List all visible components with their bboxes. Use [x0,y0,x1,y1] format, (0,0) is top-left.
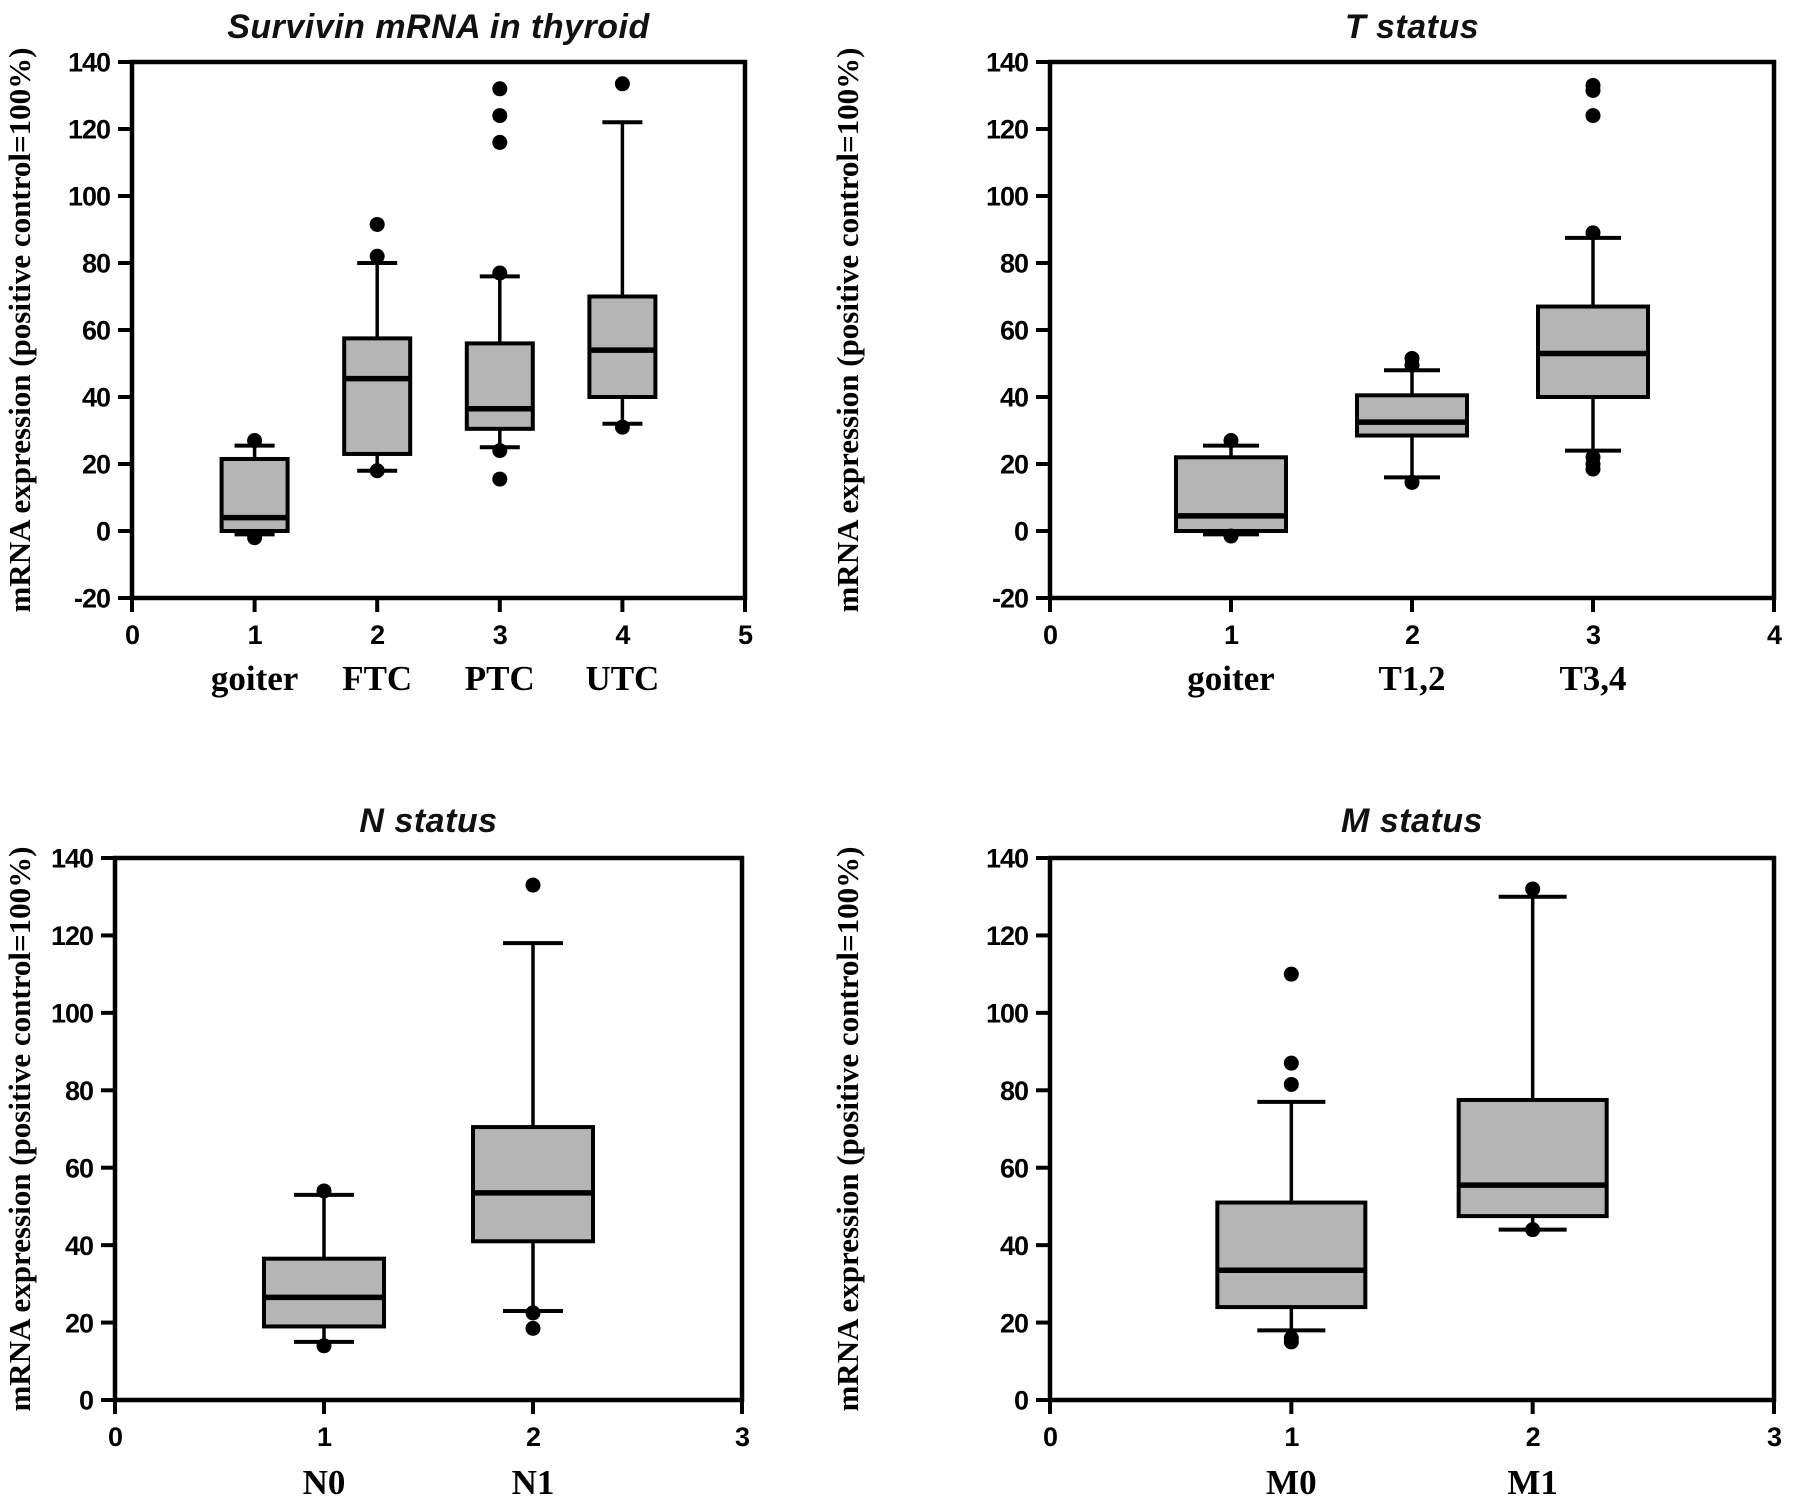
outlier-point [1586,462,1601,477]
chart-panel-n-status [0,700,820,1502]
category-label: N1 [511,1463,555,1502]
outlier-point [1525,1222,1540,1237]
y-tick-label: 100 [50,998,93,1029]
y-tick-label: 20 [999,1308,1028,1339]
chart-panel-m-status [820,700,1795,1502]
plot-frame [115,858,742,1400]
y-tick-label: 100 [985,998,1028,1029]
chart-title: N status [359,802,498,840]
chart-panel-survivin-thyroid [0,0,820,700]
outlier-point [492,108,507,123]
box-utc [589,76,655,434]
y-tick-label: 140 [50,843,93,874]
x-tick-label: 3 [1585,620,1601,650]
outlier-point [1224,433,1239,448]
x-tick-label: 2 [1525,1422,1540,1452]
chart-panel-t-status [820,0,1795,700]
box-t12 [1357,351,1467,490]
box-rect [264,1259,384,1327]
y-tick-label: 40 [64,1230,93,1261]
outlier-point [492,472,507,487]
y-tick-label: 120 [50,921,93,952]
box-n0 [264,1183,384,1353]
outlier-point [247,530,262,545]
y-tick-label: 40 [999,1230,1028,1261]
outlier-point [1284,967,1299,982]
outlier-point [1284,1077,1299,1092]
box-rect [1357,395,1467,435]
y-tick-label: 20 [999,449,1028,480]
y-tick-label: 0 [78,1385,93,1416]
y-tick-label: 0 [1013,1385,1028,1416]
box-t34 [1538,78,1648,477]
outlier-point [526,1305,541,1320]
outlier-point [317,1338,332,1353]
outlier-point [1224,529,1239,544]
y-tick-label: 60 [81,315,110,346]
category-label: T3,4 [1559,659,1627,698]
outlier-point [492,81,507,96]
x-tick-label: 2 [370,620,385,650]
y-tick-label: 120 [985,114,1028,145]
outlier-point [1405,358,1420,373]
outlier-point [1525,881,1540,896]
boxplot-svg [820,700,1795,1502]
outlier-point [247,433,262,448]
box-rect [589,297,655,398]
boxplot-svg [0,0,820,700]
y-tick-label: 80 [81,248,110,279]
outlier-point [317,1183,332,1198]
y-tick-label: 140 [985,47,1028,78]
y-tick-label: 140 [67,47,110,78]
boxplot-svg [0,700,820,1502]
y-tick-label: 120 [985,921,1028,952]
outlier-point [526,878,541,893]
x-tick-label: 0 [1042,1422,1058,1452]
y-tick-label: 60 [999,315,1028,346]
y-tick-label: 100 [985,181,1028,212]
y-tick-label: 60 [64,1153,93,1184]
box-goiter [1176,433,1286,543]
outlier-point [615,420,630,435]
box-rect [467,343,533,428]
x-tick-label: 1 [1223,620,1239,650]
y-axis-label: mRNA expression (positive control=100%) [2,47,37,613]
outlier-point [1284,1334,1299,1349]
y-tick-label: -20 [73,583,110,614]
outlier-point [370,249,385,264]
box-rect [344,338,410,454]
box-rect [473,1127,593,1241]
plot-frame [1050,62,1774,598]
outlier-point [526,1321,541,1336]
category-label: goiter [1187,659,1275,698]
y-tick-label: 140 [985,843,1028,874]
outlier-point [1405,475,1420,490]
category-label: N0 [302,1463,346,1502]
x-tick-label: 4 [1766,620,1782,650]
category-label: UTC [585,659,660,698]
x-tick-label: 1 [1284,1422,1299,1452]
chart-title: M status [1341,802,1483,840]
y-tick-label: 80 [64,1076,93,1107]
outlier-point [492,443,507,458]
box-goiter [222,433,288,545]
category-label: M0 [1266,1463,1317,1502]
plot-frame [1050,858,1774,1400]
box-rect [1459,1100,1607,1216]
outlier-point [492,266,507,281]
y-tick-label: -20 [991,583,1028,614]
x-tick-label: 1 [247,620,262,650]
boxplot-svg [820,0,1795,700]
chart-title: T status [1344,8,1480,46]
outlier-point [1284,1056,1299,1071]
outlier-point [492,135,507,150]
y-tick-label: 20 [81,449,110,480]
x-tick-label: 0 [1042,620,1058,650]
outlier-point [370,217,385,232]
x-tick-label: 2 [525,1422,541,1452]
y-tick-label: 60 [999,1153,1028,1184]
y-tick-label: 100 [67,181,110,212]
chart-title: Survivin mRNA in thyroid [227,8,650,46]
outlier-point [615,76,630,91]
x-tick-label: 3 [492,620,507,650]
box-m1 [1459,881,1607,1237]
y-axis-label: mRNA expression (positive control=100%) [830,846,865,1412]
x-tick-label: 4 [615,620,630,650]
category-label: T1,2 [1378,659,1446,698]
y-axis-label: mRNA expression (positive control=100%) [830,47,865,613]
x-tick-label: 0 [107,1422,123,1452]
x-tick-label: 3 [1766,1422,1782,1452]
category-label: PTC [464,659,535,698]
x-tick-label: 3 [734,1422,750,1452]
category-label: goiter [210,659,299,698]
box-ptc [467,81,533,486]
y-tick-label: 40 [81,382,110,413]
outlier-point [1586,108,1601,123]
y-tick-label: 20 [64,1308,93,1339]
y-tick-label: 120 [67,114,110,145]
box-rect [1217,1203,1365,1308]
category-label: M1 [1507,1463,1558,1502]
y-axis-label: mRNA expression (positive control=100%) [2,846,37,1412]
category-label: FTC [342,659,413,698]
outlier-point [370,463,385,478]
box-n1 [473,878,593,1336]
outlier-point [1586,225,1601,240]
box-rect [1176,457,1286,531]
x-tick-label: 2 [1404,620,1420,650]
y-tick-label: 80 [999,248,1028,279]
box-ftc [344,217,410,478]
y-tick-label: 40 [999,382,1028,413]
y-tick-label: 0 [1013,516,1028,547]
outlier-point [1586,83,1601,98]
x-tick-label: 1 [316,1422,332,1452]
x-tick-label: 5 [737,620,753,650]
y-tick-label: 80 [999,1076,1028,1107]
y-tick-label: 0 [95,516,110,547]
x-tick-label: 0 [124,620,140,650]
box-m0 [1217,967,1365,1350]
